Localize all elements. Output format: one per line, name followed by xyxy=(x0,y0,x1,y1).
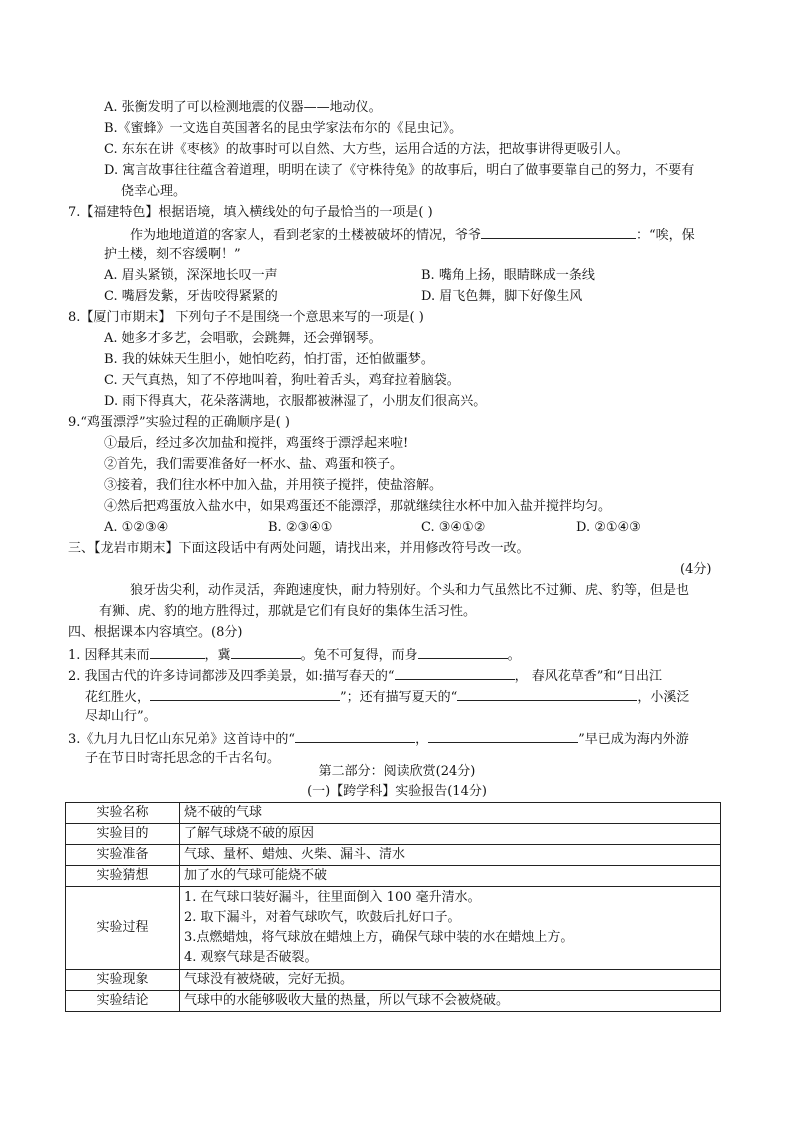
section-3-passage-line2: 有狮、虎、豹的地方胜得过，那就是它们有良好的集体生活习性。 xyxy=(99,604,477,619)
q2-blank-3[interactable] xyxy=(457,687,637,701)
report-value: 了解气球烧不破的原因 xyxy=(180,824,721,845)
table-row xyxy=(66,845,721,866)
q2-text-b: ， 春风花草香”和“日出江 xyxy=(514,669,662,684)
experiment-report-table xyxy=(65,802,721,1012)
section-4-q2-line2 xyxy=(85,687,689,707)
q9-option-b: B. ②③④① xyxy=(268,520,333,535)
report-value: 气球中的水能够吸收大量的热量，所以气球不会被烧破。 xyxy=(180,991,721,1012)
q8-option-a: A. 她多才多艺，会唱歌，会跳舞，还会弹钢琴。 xyxy=(104,331,382,346)
q7-context-line2: 护土楼，刻不容缓啊！” xyxy=(104,247,241,262)
report-key: 实验结论 xyxy=(66,991,180,1012)
q8-option-d: D. 雨下得真大，花朵落满地，衣服都被淋湿了，小朋友们很高兴。 xyxy=(104,394,487,409)
q3-text-a: 3.《九月九日忆山东兄弟》这首诗中的“ xyxy=(68,732,296,747)
q9-option-a: A. ①②③④ xyxy=(104,520,169,535)
report-key: 实验准备 xyxy=(66,845,180,866)
q2-blank-1[interactable] xyxy=(395,666,515,680)
step-4: 4. 观察气球是否破裂。 xyxy=(184,950,318,965)
q1-blank-1[interactable] xyxy=(150,645,205,659)
q6-option-d-line1: D. 寓言故事往往蕴含着道理，明明在读了《守株待兔》的故事后，明白了做事要靠自己的努力，不要有 xyxy=(104,163,695,178)
q7-option-b: B. 嘴角上扬，眼睛眯成一条线 xyxy=(421,268,595,283)
table-row xyxy=(66,970,721,991)
q7-option-d: D. 眉飞色舞，脚下好像生风 xyxy=(421,289,583,304)
q8-stem: 8.【厦门市期末】 下列句子不是围绕一个意思来写的一项是( ) xyxy=(68,310,424,325)
q7-context-line1 xyxy=(130,225,695,245)
report-key: 实验现象 xyxy=(66,970,180,991)
part-2-subtitle: (一)【跨学科】实验报告(14分) xyxy=(307,784,487,799)
q9-step-4: ④然后把鸡蛋放入盐水中，如果鸡蛋还不能漂浮，那就继续往水杯中加入盐并搅拌均匀。 xyxy=(104,499,612,514)
q1-text-c: 。兔不可复得，而身 xyxy=(300,648,418,663)
report-value: 气球、量杯、蜡烛、火柴、漏斗、清水 xyxy=(180,845,721,866)
q7-context-end: ：“唉，保 xyxy=(636,228,695,243)
section-4-q2-line3: 尽却山行”。 xyxy=(85,709,157,724)
q1-text-b: ，冀 xyxy=(204,648,231,663)
report-key: 实验过程 xyxy=(66,887,180,970)
q8-option-c: C. 天气真热，知了不停地叫着，狗吐着舌头，鸡耷拉着脑袋。 xyxy=(104,373,460,388)
q7-context-text: 作为地地道道的客家人，看到老家的土楼被破坏的情况，爷爷 xyxy=(130,228,482,243)
q9-option-d: D. ②①④③ xyxy=(576,520,641,535)
q3-text-b: ， xyxy=(415,732,429,747)
step-2: 2. 取下漏斗，对着气球吹气，吹鼓后扎好口子。 xyxy=(184,910,461,925)
q7-stem: 7.【福建特色】根据语境，填入横线处的句子最恰当的一项是( ) xyxy=(68,205,433,220)
q9-stem: 9.“鸡蛋漂浮”实验过程的正确顺序是( ) xyxy=(68,415,290,430)
q7-option-a: A. 眉头紧锁，深深地长叹一声 xyxy=(104,268,278,283)
report-value: 烧不破的气球 xyxy=(180,803,721,824)
q2-text-a: 2. 我国古代的许多诗词都涉及四季美景，如:描写春天的“ xyxy=(68,669,395,684)
q8-option-b: B. 我的妹妹天生胆小，她怕吃药，怕打雷，还怕做噩梦。 xyxy=(104,352,434,367)
section-4-q1 xyxy=(68,645,521,665)
report-value: 气球没有被烧破，完好无损。 xyxy=(180,970,721,991)
q7-option-c: C. 嘴唇发紫，牙齿咬得紧紧的 xyxy=(104,289,278,304)
table-row xyxy=(66,887,721,970)
report-key: 实验目的 xyxy=(66,824,180,845)
step-1: 1. 在气球口装好漏斗，往里面倒入 100 毫升清水。 xyxy=(184,890,481,905)
report-key: 实验名称 xyxy=(66,803,180,824)
q2-text-e: ，小溪泛 xyxy=(637,690,690,705)
q1-text-a: 1. 因释其耒而 xyxy=(68,648,150,663)
q6-option-a: A. 张衡发明了可以检测地震的仪器——地动仪。 xyxy=(104,100,382,115)
section-4-q3-line1 xyxy=(68,729,689,749)
report-steps xyxy=(180,887,721,970)
q2-blank-2[interactable] xyxy=(150,687,340,701)
q3-blank-2[interactable] xyxy=(428,729,578,743)
q3-blank-1[interactable] xyxy=(295,729,415,743)
q9-step-2: ②首先，我们需要准备好一杯水、盐、鸡蛋和筷子。 xyxy=(104,457,404,472)
q9-step-1: ①最后，经过多次加盐和搅拌，鸡蛋终于漂浮起来啦! xyxy=(104,436,409,451)
section-4-q3-line2: 子在节日时寄托思念的千古名句。 xyxy=(85,751,281,766)
section-3-title: 三、【龙岩市期末】下面这段话中有两处问题，请找出来，并用修改符号改一改。 xyxy=(68,541,530,556)
table-row xyxy=(66,991,721,1012)
section-3-passage-line1: 狼牙齿尖利，动作灵活，奔跑速度快，耐力特别好。个头和力气虽然比不过狮、虎、豹等，但是也 xyxy=(130,583,690,598)
q7-blank[interactable] xyxy=(481,225,636,239)
section-4-q2-line1 xyxy=(68,666,662,686)
q1-blank-3[interactable] xyxy=(418,645,508,659)
q2-text-d: ”；还有描写夏天的“ xyxy=(340,690,458,705)
q2-text-c: 花红胜火， xyxy=(85,690,151,705)
section-3-score: (4分) xyxy=(680,562,712,577)
q6-option-c: C. 东东在讲《枣核》的故事时可以自然、大方些，运用合适的方法，把故事讲得更吸引人。 xyxy=(104,142,629,157)
q9-step-3: ③接着，我们往水杯中加入盐，并用筷子搅拌，使盐溶解。 xyxy=(104,478,443,493)
step-3: 3.点燃蜡烛，将气球放在蜡烛上方，确保气球中装的水在蜡烛上方。 xyxy=(184,930,574,945)
table-row xyxy=(66,824,721,845)
section-4-title: 四、根据课本内容填空。(8分) xyxy=(68,625,243,640)
report-key: 实验猜想 xyxy=(66,866,180,887)
q6-option-b: B.《蜜蜂》一文选自英国著名的昆虫学家法布尔的《昆虫记》。 xyxy=(104,121,463,136)
q6-option-d-line2: 侥幸心理。 xyxy=(121,184,187,199)
q3-text-c: ”早已成为海内外游 xyxy=(578,732,689,747)
table-row xyxy=(66,866,721,887)
table-row xyxy=(66,803,721,824)
q1-blank-2[interactable] xyxy=(231,645,301,659)
q9-option-c: C. ③④①② xyxy=(421,520,486,535)
q1-text-d: 。 xyxy=(507,648,521,663)
part-2-title: 第二部分：阅读欣赏(24分) xyxy=(318,764,476,779)
report-value: 加了水的气球可能烧不破 xyxy=(180,866,721,887)
